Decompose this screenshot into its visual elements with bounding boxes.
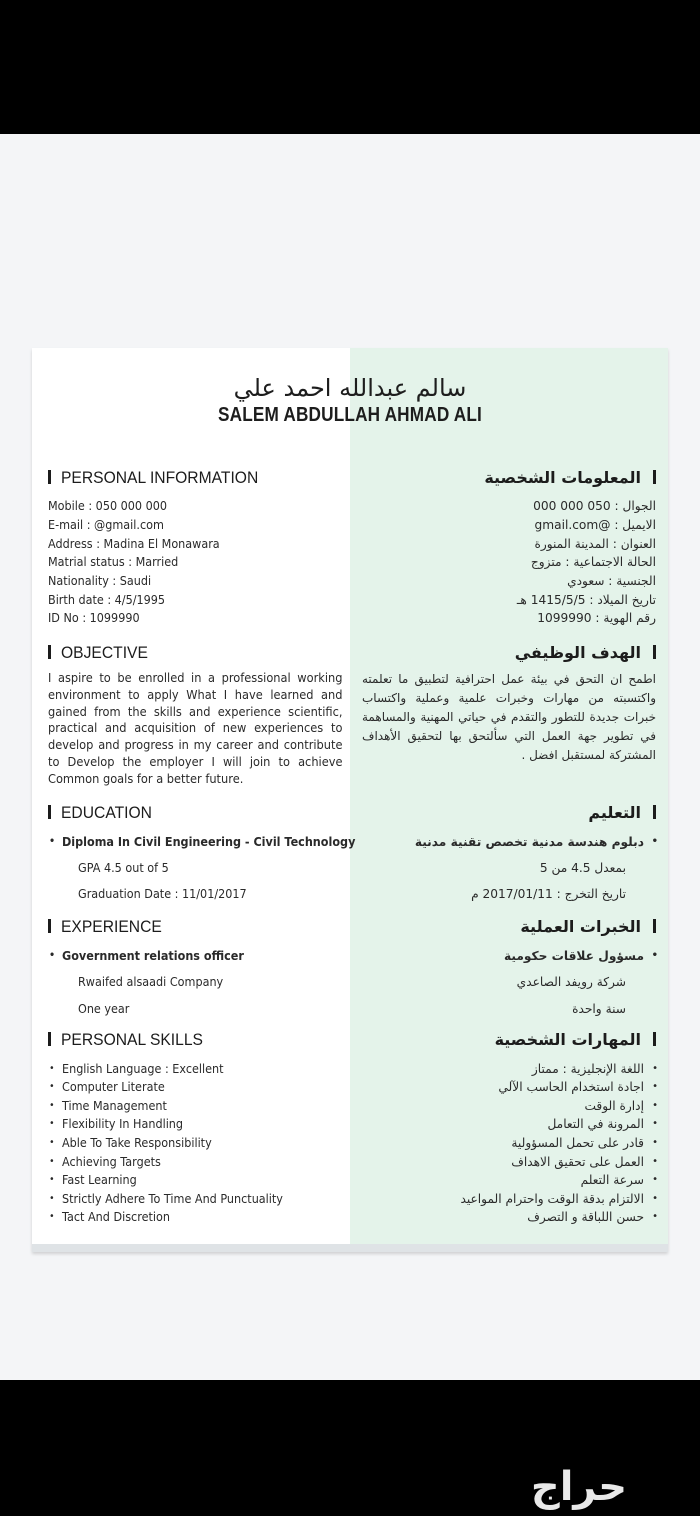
birth-date-en: Birth date : 4/5/1995 (48, 593, 166, 607)
skill-item-en: • English Language : Excellent (62, 1061, 224, 1077)
company-en: Rwaifed alsaadi Company (78, 975, 224, 989)
marital-status-ar: الحالة الاجتماعية : متزوج (530, 555, 656, 569)
skill-item-ar: • الالتزام بدقة الوقت واحترام المواعيد (460, 1191, 644, 1207)
section-marker (653, 645, 656, 659)
id-number-en: ID No : 1099990 (48, 611, 140, 625)
skill-item-ar: • حسن اللباقة و التصرف (527, 1209, 644, 1225)
section-title-experience-ar: الخبرات العملية (520, 917, 656, 939)
skill-item-en: • Fast Learning (62, 1172, 137, 1188)
skill-item-ar: • إدارة الوقت (584, 1098, 644, 1114)
skill-item-en: • Time Management (62, 1098, 167, 1114)
marital-status-en: Matrial status : Married (48, 555, 179, 569)
skill-item-ar: • المرونة في التعامل (547, 1116, 644, 1132)
section-title-personal-ar: المعلومات الشخصية (484, 468, 656, 490)
watermark-text: حراج (530, 1464, 628, 1510)
section-title-objective-ar: الهدف الوظيفي (515, 643, 656, 665)
graduation-date-en: Graduation Date : 11/01/2017 (78, 887, 247, 901)
birth-date-ar: تاريخ الميلاد : 1415/5/5 هـ (516, 593, 656, 607)
section-marker (653, 470, 656, 484)
degree-ar: • دبلوم هندسة مدنية تخصص تقنية مدنية (415, 834, 644, 850)
degree-en: • Diploma In Civil Engineering - Civil Technology (62, 834, 355, 850)
email-ar: الايميل : @gmail.com (534, 518, 656, 532)
skill-item-en: • Strictly Adhere To Time And Punctuality (62, 1191, 283, 1207)
skill-item-ar: • العمل على تحقيق الاهداف (511, 1154, 644, 1170)
section-title-personal-en: PERSONAL INFORMATION (48, 468, 275, 490)
section-marker (48, 645, 51, 659)
section-title-education-ar: التعليم (588, 803, 656, 825)
document-bottom-strip (32, 1244, 668, 1252)
section-title-objective-en: OBJECTIVE (48, 643, 155, 665)
duration-ar: سنة واحدة (572, 1002, 626, 1016)
objective-text-ar: اطمح ان التحق في بيئة عمل احترافية لتطبيق ما تعلمته واكتسبته من مهارات وخبرات علمية وعملية واكتساب خبرات جديدة للتطور والتقدم في حياتي المهنية والمساهمة في تطوير جهة العمل التي سألتحق بها لتحقيق الأهداف المشتركة لمستقبل افضل . (362, 672, 656, 762)
id-number-ar: رقم الهوية : 1099990 (537, 611, 656, 625)
section-marker (653, 919, 656, 933)
section-marker (653, 1032, 656, 1046)
resume-document (32, 348, 668, 1252)
section-title-education-en: EDUCATION (48, 803, 160, 825)
name-arabic: سالم عبدالله احمد علي (233, 374, 467, 402)
section-title-skills-en: PERSONAL SKILLS (48, 1030, 215, 1052)
skill-item-en: • Flexibility In Handling (62, 1116, 183, 1132)
gpa-en: GPA 4.5 out of 5 (78, 861, 169, 875)
graduation-date-ar: تاريخ التخرج : 2017/01/11 م (471, 887, 626, 901)
job-role-ar: • مسؤول علاقات حكومية (504, 948, 644, 964)
nationality-ar: الجنسية : سعودي (567, 574, 656, 588)
top-black-bar (0, 0, 700, 134)
gpa-ar: بمعدل 4.5 من 5 (539, 861, 626, 875)
address-ar: العنوان : المدينة المنورة (534, 537, 656, 551)
arabic-column (362, 348, 656, 1244)
skill-item-ar: • اللغة الإنجليزية : ممتاز (532, 1061, 644, 1077)
company-ar: شركة رويفد الصاعدي (516, 975, 626, 989)
address-en: Address : Madina El Monawara (48, 537, 220, 551)
section-marker (48, 805, 51, 819)
section-marker (48, 470, 51, 484)
section-marker (48, 1032, 51, 1046)
duration-en: One year (78, 1002, 130, 1016)
skill-item-ar: • سرعة التعلم (581, 1172, 644, 1188)
email-en: E-mail : @gmail.com (48, 518, 164, 532)
section-title-skills-ar: المهارات الشخصية (495, 1030, 656, 1052)
skill-item-en: • Tact And Discretion (62, 1209, 170, 1225)
nationality-en: Nationality : Saudi (48, 574, 152, 588)
job-role-en: • Government relations officer (62, 948, 244, 964)
section-title-experience-en: EXPERIENCE (48, 917, 171, 939)
section-marker (653, 805, 656, 819)
name-english: SALEM ABDULLAH AHMAD ALI (217, 404, 483, 426)
section-marker (48, 919, 51, 933)
haraj-watermark (472, 1466, 686, 1508)
skill-item-en: • Achieving Targets (62, 1154, 161, 1170)
skill-item-ar: • قادر على تحمل المسؤولية (511, 1135, 644, 1151)
skill-item-en: • Computer Literate (62, 1079, 165, 1095)
skill-item-en: • Able To Take Responsibility (62, 1135, 212, 1151)
mobile-ar: الجوال : 050 000 000 (533, 499, 656, 513)
mobile-en: Mobile : 050 000 000 (48, 499, 168, 513)
skill-item-ar: • اجادة استخدام الحاسب الآلي (498, 1079, 644, 1095)
objective-text-en: I aspire to be enrolled in a professional working environment to apply What I have learned and gained from the skills and experience scientific, practical and acquisition of new experiences to develop and progress in my career and contribute to Develop the employer I will join to achieve Common goals for a better future. (48, 671, 343, 786)
